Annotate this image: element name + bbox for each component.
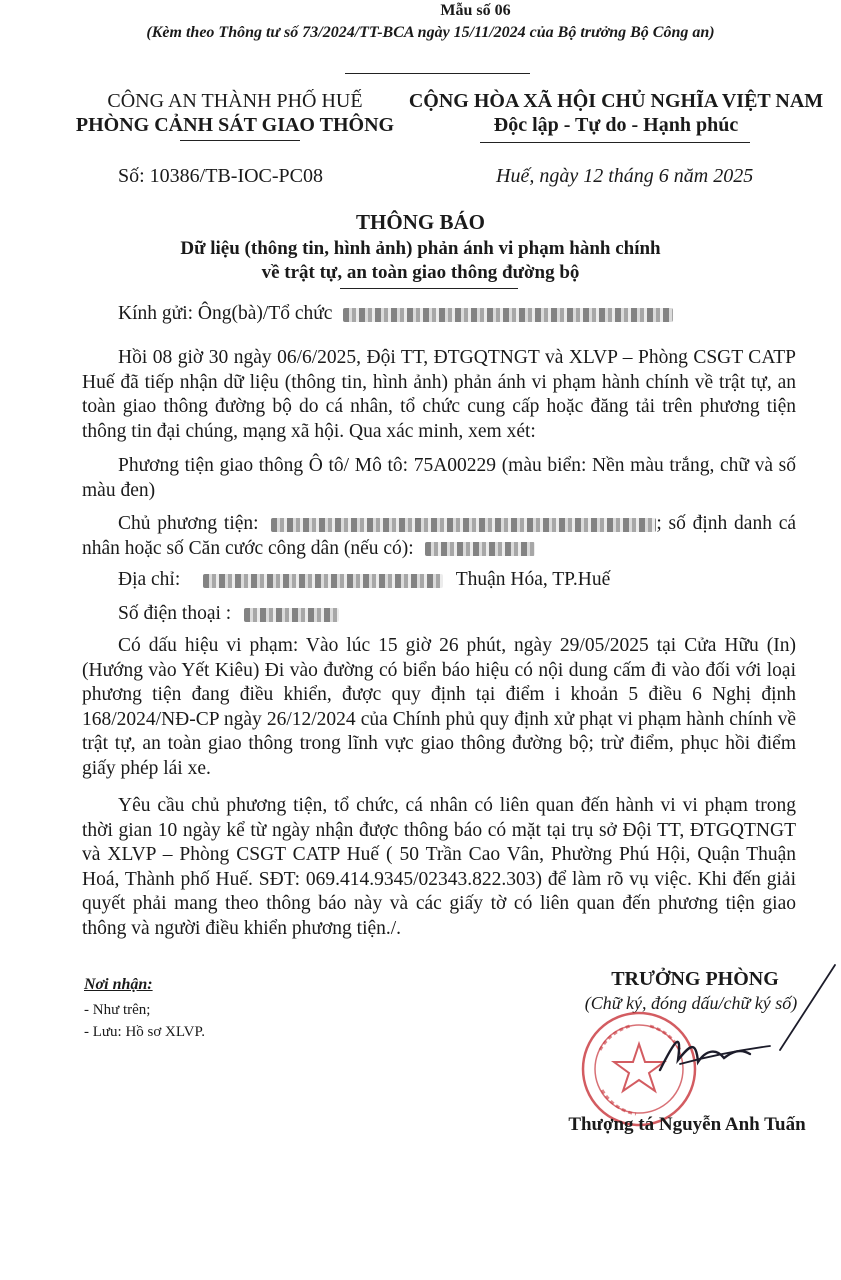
document-number: Số: 10386/TB-IOC-PC08 <box>118 165 324 187</box>
recipients-title: Nơi nhận: <box>84 976 153 993</box>
motto-underline <box>480 142 750 143</box>
signer-name: Thượng tá Nguyễn Anh Tuấn <box>568 1114 806 1135</box>
owner-paragraph <box>82 512 796 561</box>
recipient-label: Kính gửi: Ông(bà)/Tổ chức <box>118 303 333 324</box>
violation-paragraph: Có dấu hiệu vi phạm: Vào lúc 15 giờ 26 phút, ngày 29/05/2025 tại Cửa Hữu (In) (Hướng vào Yết Kiêu) Đi vào đường có biển báo hiệu có nội dung cấm đi vào đối với loại phương tiện đang điều khiển, được quy định tại điểm i khoản 5 điều 6 Nghị định 168/2024/NĐ-CP ngày 26/12/2024 của Chính phủ quy định xử phạt vi phạm hành chính về trật tự, an toàn giao thông trong lĩnh vực giao thông đường bộ; trừ điểm, phục hồi điểm giấy phép lái xe. <box>82 635 796 779</box>
phone-label: Số điện thoại : <box>118 603 232 624</box>
agency-line-2: PHÒNG CẢNH SÁT GIAO THÔNG <box>75 114 395 136</box>
address-label: Địa chỉ: <box>118 569 181 590</box>
recipient-line <box>118 302 673 326</box>
address-line <box>118 568 610 592</box>
handwritten-signature-icon <box>620 960 841 1100</box>
redacted-owner <box>271 518 656 532</box>
title-underline <box>340 288 518 289</box>
redacted-recipient <box>343 308 673 322</box>
form-reference: (Kèm theo Thông tư số 73/2024/TT-BCA ngày 15/11/2024 của Bộ trưởng Bộ Công an) <box>146 24 715 41</box>
header-divider <box>345 73 530 74</box>
recipient-item: - Như trên; <box>84 1002 151 1018</box>
recipient-item: - Lưu: Hồ sơ XLVP. <box>84 1024 205 1040</box>
intro-paragraph: Hồi 08 giờ 30 ngày 06/6/2025, Đội TT, ĐTGQTNGT và XLVP – Phòng CSGT CATP Huế đã tiếp nhận dữ liệu (thông tin, hình ảnh) phản ánh vi phạm hành chính về trật tự, an toàn giao thông đường bộ do cá nhân, tổ chức cung cấp hoặc đăng tải trên phương tiện thông tin đại chúng, mạng xã hội. Qua xác minh, xem xét: <box>82 347 796 442</box>
signature-note: (Chữ ký, đóng dấu/chữ ký số) <box>584 993 798 1013</box>
vehicle-paragraph: Phương tiện giao thông Ô tô/ Mô tô: 75A00229 (màu biển: Nền màu trắng, chữ và số màu đen) <box>82 455 796 501</box>
phone-line <box>118 602 339 626</box>
document-subtitle-2: về trật tự, an toàn giao thông đường bộ <box>261 262 580 283</box>
agency-underline <box>180 140 300 141</box>
agency-line-1: CÔNG AN THÀNH PHỐ HUẾ <box>107 90 363 112</box>
redacted-address <box>203 574 443 588</box>
document-title: THÔNG BÁO <box>356 210 485 234</box>
owner-label: Chủ phương tiện: <box>118 513 259 534</box>
form-number: Mẫu số 06 <box>440 2 511 19</box>
signer-role: TRƯỞNG PHÒNG <box>611 968 779 990</box>
nation-motto: Độc lập - Tự do - Hạnh phúc <box>493 114 739 136</box>
owner-id-label: ; số định danh cá nhân hoặc số Căn cước công dân (nếu có): <box>82 513 797 559</box>
place-date: Huế, ngày 12 tháng 6 năm 2025 <box>496 165 754 187</box>
redacted-phone <box>244 608 339 622</box>
nation-line-1: CỘNG HÒA XÃ HỘI CHỦ NGHĨA VIỆT NAM <box>408 90 824 112</box>
redacted-id-number <box>425 542 535 556</box>
address-suffix: Thuận Hóa, TP.Huế <box>455 569 611 590</box>
request-paragraph: Yêu cầu chủ phương tiện, tổ chức, cá nhân có liên quan đến hành vi vi phạm trong thời gian 10 ngày kể từ ngày nhận được thông báo có mặt tại trụ sở Đội TT, ĐTGQTNGT và XLVP – Phòng CSGT CATP Huế ( 50 Trần Cao Vân, Phường Phú Hội, Quận Thuận Hoá, Thành phố Huế. SĐT: 069.414.9345/02343.822.303) để làm rõ vụ việc. Khi đến giải quyết phải mang theo thông báo này và các giấy tờ có liên quan đến phương tiện giao thông và người điều khiển phương tiện./. <box>82 795 796 939</box>
document-subtitle-1: Dữ liệu (thông tin, hình ảnh) phản ánh vi phạm hành chính <box>180 238 661 259</box>
